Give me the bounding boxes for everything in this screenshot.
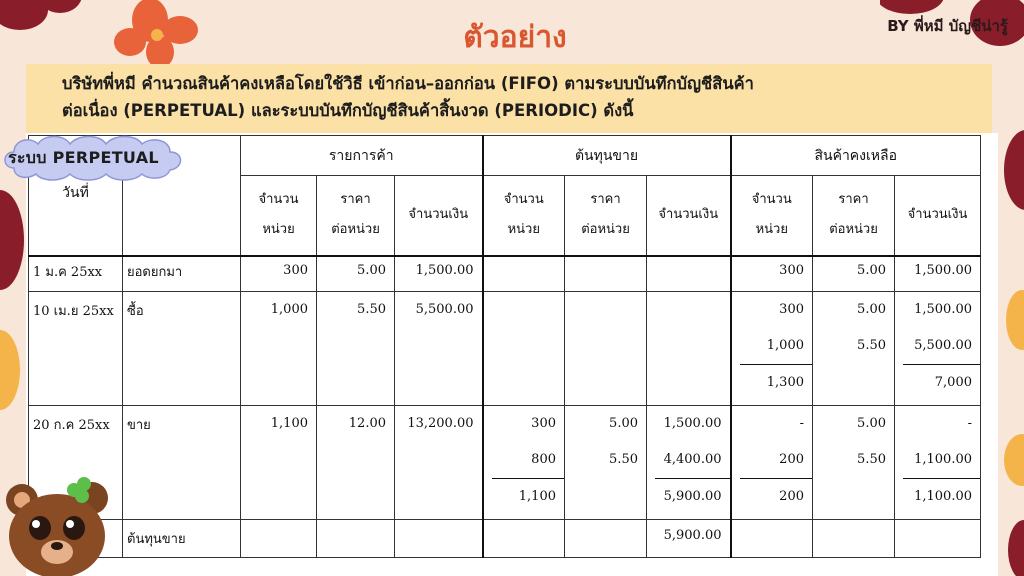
bear-mascot-icon [0,470,115,576]
inv-amount-total: 7,000 [934,375,972,390]
table-row [29,520,981,558]
trade-amount: 1,500.00 [395,256,483,292]
row-date: 20 ก.ค 25xx [29,406,123,520]
page-title: ตัวอย่าง [463,20,567,55]
inv-price-layer: 5.50 [857,452,886,467]
inv-amount-total: 1,100.00 [914,489,972,504]
inv-amount-header: จำนวนเงิน [895,176,981,256]
cogs-amount-layer: 4,400.00 [655,442,730,479]
description-line-2: ต่อเนื่อง (PERPETUAL) และระบบบันทึกบัญชีสินค้าสิ้นงวด (PERIODIC) ดังนี้ [62,101,634,120]
badge-label: ระบบ PERPETUAL [8,148,159,167]
row-item: ซื้อ [123,292,241,406]
cogs-qty-header: จำนวน หน่วย [483,176,565,256]
cogs-group-header: ต้นทุนขาย [483,136,731,176]
trade-group-header: รายการค้า [241,136,483,176]
cogs-price-layer: 5.50 [609,452,638,467]
flower-decoration-right [996,130,1024,576]
cogs-price-layer: 5.00 [609,416,638,431]
inv-price-header: ราคา ต่อหน่วย [813,176,895,256]
inv-qty-header: จำนวน หน่วย [731,176,813,256]
cogs-qty-stack [483,406,565,520]
description-banner [26,64,992,134]
row-date: 10 เม.ย 25xx [29,292,123,406]
trade-price: 5.50 [317,292,395,406]
trade-price: 5.00 [317,256,395,292]
inv-qty-layer: 200 [740,442,813,479]
inv-amount: 1,500.00 [895,256,981,292]
description-line-1: บริษัทพี่หมี คำนวณสินค้าคงเหลือโดยใช้วิธี เข้าก่อน–ออกก่อน (FIFO) ตามระบบบันทึกบัญชีสินค้า [62,74,754,93]
trade-price: 12.00 [317,406,395,520]
inv-amount-stack [895,292,981,406]
inv-qty-layer: 300 [779,302,804,317]
trade-amount: 5,500.00 [395,292,483,406]
inv-qty-total: 200 [779,489,804,504]
inv-amount-layer: 5,500.00 [903,328,980,365]
inv-amount-layer: 1,500.00 [914,302,972,317]
trade-price-header: ราคา ต่อหน่วย [317,176,395,256]
trade-qty: 1,100 [241,406,317,520]
flower-decoration-left [0,180,26,480]
trade-qty: 1,000 [241,292,317,406]
inv-price-stack [813,406,895,520]
inv-amount-layer: - [967,416,972,431]
cogs-qty-layer: 800 [492,442,565,479]
cogs-amount-total: 5,900.00 [663,489,722,504]
fifo-perpetual-table [28,135,981,558]
inv-price-layer: 5.50 [857,338,886,353]
row-item: ขาย [123,406,241,520]
inv-amount-layer: 1,100.00 [903,442,980,479]
inv-price: 5.00 [813,256,895,292]
table-row [29,406,981,520]
trade-amount-header: จำนวนเงิน [395,176,483,256]
inv-qty-stack [731,406,813,520]
cogs-amount-summary: 5,900.00 [647,520,731,558]
cogs-amount-header: จำนวนเงิน [647,176,731,256]
inv-price-layer: 5.00 [857,416,886,431]
author-byline: BY พี่หมี บัญชีน่ารู้ [887,17,1008,35]
cogs-qty-layer: 300 [531,416,556,431]
inv-qty-layer: - [799,416,804,431]
inv-qty-total: 1,300 [766,375,804,390]
inv-amount-stack [895,406,981,520]
date-header-label: วันที่ [62,185,89,201]
trade-amount: 13,200.00 [395,406,483,520]
flower-decoration-top-left [0,0,230,70]
row-item: ต้นทุนขาย [123,520,241,558]
inv-price-stack [813,292,895,406]
inventory-table-container [26,133,998,576]
inv-qty-layer: 1,000 [740,328,813,365]
cogs-amount-stack [647,406,731,520]
inventory-group-header: สินค้าคงเหลือ [731,136,981,176]
trade-qty-header: จำนวน หน่วย [241,176,317,256]
table-row [29,256,981,292]
inv-qty: 300 [731,256,813,292]
cogs-price-stack [565,406,647,520]
cogs-amount-layer: 1,500.00 [663,416,722,431]
inv-qty-stack [731,292,813,406]
row-item: ยอดยกมา [123,256,241,292]
trade-qty: 300 [241,256,317,292]
table-row [29,292,981,406]
inv-price-layer: 5.00 [857,302,886,317]
row-date: 1 ม.ค 25xx [29,256,123,292]
cogs-qty-total: 1,100 [518,489,556,504]
cogs-price-header: ราคา ต่อหน่วย [565,176,647,256]
